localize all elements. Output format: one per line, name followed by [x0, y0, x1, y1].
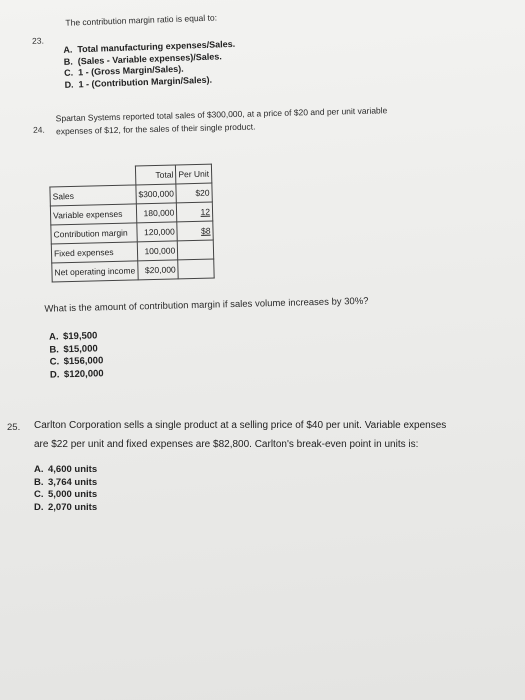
row-total: $300,000: [136, 184, 177, 204]
row-label: Net operating income: [52, 261, 138, 282]
table-header-cell: Total: [135, 165, 176, 185]
answer-options: [49, 330, 104, 381]
row-label: Variable expenses: [50, 204, 136, 225]
row-label: Sales: [50, 185, 136, 206]
row-total: 100,000: [137, 241, 178, 261]
row-per-unit: [178, 240, 214, 260]
option-d[interactable]: D. $120,000: [49, 367, 104, 381]
row-per-unit: 12: [177, 202, 213, 222]
option-a[interactable]: A. Total manufacturing expenses/Sales.: [63, 38, 236, 55]
table-header-blank: [49, 166, 135, 187]
row-label: Fixed expenses: [51, 242, 137, 263]
option-c[interactable]: C. $156,000: [49, 355, 104, 368]
row-per-unit: $20: [176, 183, 212, 203]
row-total: 180,000: [136, 203, 177, 223]
row-total: 120,000: [137, 222, 178, 242]
option-b[interactable]: B. (Sales - Variable expenses)/Sales.: [63, 50, 222, 67]
option-c[interactable]: C. 1 - (Gross Margin/Sales).: [63, 63, 184, 78]
answer-options: [63, 39, 236, 91]
row-per-unit: [178, 259, 214, 279]
option-b[interactable]: B. $15,000: [49, 342, 98, 356]
option-b[interactable]: B. 3,764 units: [34, 476, 98, 488]
question-number: 25.: [7, 422, 21, 433]
row-label: Contribution margin: [51, 223, 137, 244]
answer-options: [34, 464, 97, 514]
income-statement-table: [49, 164, 215, 283]
option-c[interactable]: C. 5,000 units: [34, 489, 98, 500]
option-d[interactable]: D. 2,070 units: [34, 501, 98, 513]
option-a[interactable]: A. 4,600 units: [34, 464, 98, 475]
question-prompt: What is the amount of contribution margin if sales volume increases by 30%?: [44, 295, 369, 315]
question-stem: Carlton Corporation sells a single product at a selling price of $40 per unit. Variable expenses are $22 per unit and fixed expenses are $82,800. Carlton's break-even point in units is:: [34, 420, 447, 450]
question-number: 24.: [32, 124, 45, 135]
question-stem: The contribution margin ratio is equal to:: [65, 12, 218, 28]
table-header-cell: Per Unit: [176, 164, 212, 184]
option-d[interactable]: D. 1 - (Contribution Margin/Sales).: [64, 74, 213, 90]
question-stem: Spartan Systems reported total sales of $300,000, at a price of $20 and per unit variable expenses of $12, for the sales of their single product.: [55, 105, 388, 137]
table-row: [52, 259, 214, 282]
row-per-unit: $8: [177, 221, 213, 241]
option-a[interactable]: A. $19,500: [48, 330, 98, 343]
question-number: 23.: [31, 35, 45, 46]
row-total: $20,000: [138, 260, 179, 280]
